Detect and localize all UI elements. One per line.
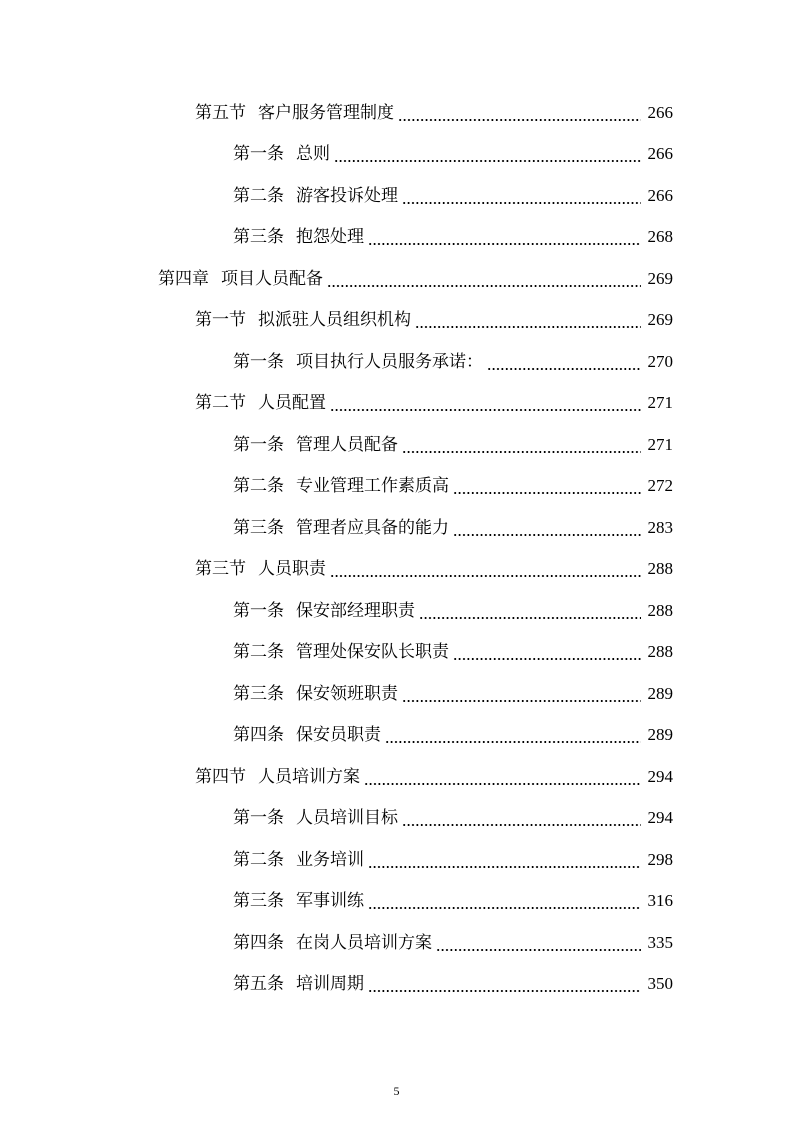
toc-entry-title: 保安领班职责 [296,683,398,704]
toc-entry[interactable] [0,881,793,923]
toc-entry-title: 拟派驻人员组织机构 [258,310,411,331]
dot-leader [402,824,641,826]
toc-entry-label: 第一条 [233,144,284,165]
toc-entry-label: 第二条 [233,642,284,663]
toc-entry-title: 保安员职责 [296,725,381,746]
dot-leader [368,907,641,909]
toc-entry-label: 第四章 [158,268,209,289]
toc-entry-page: 335 [647,932,673,952]
toc-entry-page: 269 [647,310,673,330]
dot-leader [385,741,641,743]
dot-leader [453,492,641,494]
toc-entry-label: 第二条 [233,476,284,497]
toc-entry[interactable] [0,175,793,217]
dot-leader [436,949,641,951]
toc-entry[interactable] [0,507,793,549]
toc-entry[interactable] [0,632,793,674]
toc-entry[interactable] [0,673,793,715]
toc-entry[interactable] [0,300,793,342]
dot-leader [453,658,641,660]
toc-entry-page: 298 [647,849,673,869]
toc-entry-label: 第一节 [195,310,246,331]
page-number: 5 [393,1084,400,1098]
toc-entry[interactable] [0,134,793,176]
toc-entry-label: 第二节 [195,393,246,414]
dot-leader [402,451,641,453]
toc-entry-label: 第四条 [233,725,284,746]
toc-entry-label: 第一条 [233,808,284,829]
toc-entry-title: 抱怨处理 [296,227,364,248]
toc-entry-page: 289 [647,683,673,703]
toc-entry-title: 管理者应具备的能力 [296,517,449,538]
toc-entry-title: 管理处保安队长职责 [296,642,449,663]
toc-entry-title: 培训周期 [296,974,364,995]
toc-entry-label: 第三节 [195,559,246,580]
toc-entry[interactable] [0,92,793,134]
toc-entry-label: 第五条 [233,974,284,995]
dot-leader [368,866,641,868]
toc-entry-label: 第四条 [233,932,284,953]
toc-entry-title: 保安部经理职责 [296,600,415,621]
toc-entry-page: 271 [647,393,673,413]
toc-entry[interactable] [0,466,793,508]
toc-entry-label: 第一条 [233,351,284,372]
dot-leader [330,409,641,411]
toc-entry-page: 289 [647,725,673,745]
toc-entry-page: 266 [647,185,673,205]
toc-entry-page: 294 [647,766,673,786]
dot-leader [402,700,641,702]
table-of-contents [0,92,793,1005]
toc-entry-label: 第一条 [233,434,284,455]
toc-entry-label: 第三条 [233,517,284,538]
toc-entry-page: 266 [647,144,673,164]
dot-leader [334,160,641,162]
toc-entry-label: 第三条 [233,891,284,912]
toc-entry-title: 管理人员配备 [296,434,398,455]
toc-entry-title: 军事训练 [296,891,364,912]
toc-entry-page: 266 [647,102,673,122]
toc-entry[interactable] [0,839,793,881]
toc-entry-page: 268 [647,227,673,247]
toc-entry[interactable] [0,258,793,300]
toc-entry-page: 271 [647,434,673,454]
dot-leader [419,617,641,619]
toc-entry[interactable] [0,715,793,757]
toc-entry-title: 人员培训方案 [258,766,360,787]
dot-leader [327,285,641,287]
toc-entry[interactable] [0,217,793,259]
toc-entry-label: 第三条 [233,227,284,248]
dot-leader [398,119,641,121]
dot-leader [453,534,641,536]
toc-entry-title: 在岗人员培训方案 [296,932,432,953]
toc-entry-label: 第三条 [233,683,284,704]
toc-entry[interactable] [0,341,793,383]
toc-entry-title: 项目人员配备 [221,268,323,289]
toc-entry-title: 项目执行人员服务承诺： [296,351,483,372]
toc-entry-label: 第一条 [233,600,284,621]
toc-entry-title: 游客投诉处理 [296,185,398,206]
toc-entry-title: 总则 [296,144,330,165]
toc-entry-page: 316 [647,891,673,911]
toc-entry-title: 人员培训目标 [296,808,398,829]
toc-entry-label: 第五节 [195,102,246,123]
toc-entry-label: 第二条 [233,185,284,206]
toc-entry-title: 人员职责 [258,559,326,580]
toc-entry-page: 283 [647,517,673,537]
toc-entry-page: 272 [647,476,673,496]
dot-leader [402,202,641,204]
toc-entry-page: 269 [647,268,673,288]
dot-leader [415,326,641,328]
toc-entry[interactable] [0,549,793,591]
toc-entry-label: 第四节 [195,766,246,787]
toc-entry[interactable] [0,424,793,466]
toc-entry-title: 业务培训 [296,849,364,870]
toc-entry-title: 人员配置 [258,393,326,414]
dot-leader [368,990,641,992]
toc-entry-title: 专业管理工作素质高 [296,476,449,497]
toc-entry-page: 288 [647,559,673,579]
toc-entry-title: 客户服务管理制度 [258,102,394,123]
toc-entry[interactable] [0,383,793,425]
toc-entry-page: 294 [647,808,673,828]
dot-leader [364,783,641,785]
toc-entry[interactable] [0,756,793,798]
toc-entry-page: 288 [647,642,673,662]
toc-entry-page: 288 [647,600,673,620]
toc-entry-page: 350 [647,974,673,994]
toc-entry-label: 第二条 [233,849,284,870]
toc-entry[interactable] [0,798,793,840]
dot-leader [487,368,641,370]
toc-entry-page: 270 [647,351,673,371]
toc-entry[interactable] [0,590,793,632]
toc-entry[interactable] [0,922,793,964]
dot-leader [330,575,641,577]
dot-leader [368,243,641,245]
toc-entry[interactable] [0,964,793,1006]
